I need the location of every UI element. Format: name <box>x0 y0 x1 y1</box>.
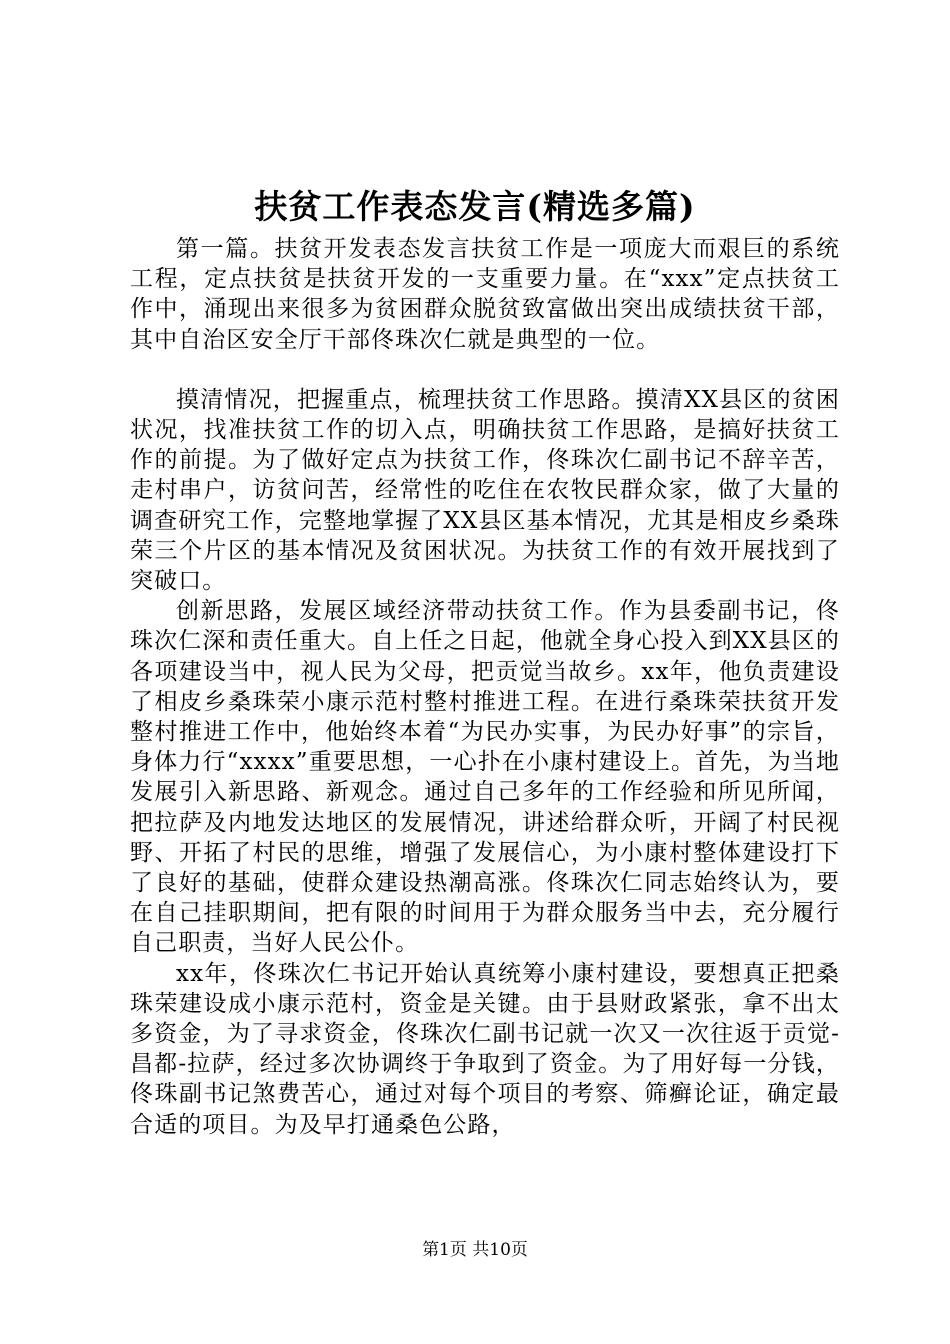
page-number-footer: 第1页 共10页 <box>422 1240 528 1260</box>
document-title: 扶贫工作表态发言(精选多篇) <box>254 187 696 226</box>
paragraph-intro: 第一篇。扶贫开发表态发言扶贫工作是一项庞大而艰巨的系统工程，定点扶贫是扶贫开发的一支重要力量。在“xxx”定点扶贫工作中，涌现出来很多为贫困群众脱贫致富做出突出成绩扶贫干部，其中自治区安全厅干部佟珠次仁就是典型的一位。 <box>130 236 840 353</box>
paragraph-funding: xx年，佟珠次仁书记开始认真统筹小康村建设，要想真正把桑珠荣建设成小康示范村，资金是关键。由于县财政紧张，拿不出太多资金，为了寻求资金，佟珠次仁副书记就一次又一次往返于贡觉-昌都-拉萨，经过多次协调终于争取到了资金。为了用好每一分钱，佟珠副书记煞费苦心，通过对每个项目的考察、筛癣论证，确定最合适的项目。为及早打通桑色公路， <box>130 960 840 1138</box>
document-body <box>130 234 840 1140</box>
paragraph-situation: 摸清情况，把握重点，梳理扶贫工作思路。摸清XX县区的贫困状况，找准扶贫工作的切入点，明确扶贫工作思路，是搞好扶贫工作的前提。为了做好定点为扶贫工作，佟珠次仁副书记不辞辛苦，走村串户，访贫问苦，经常性的吃住在农牧民群众家，做了大量的调查研究工作，完整地掌握了XX县区基本情况，尤其是相皮乡桑珠荣三个片区的基本情况及贫困状况。为扶贫工作的有效开展找到了突破口。 <box>130 386 840 595</box>
paragraph-innovation: 创新思路，发展区域经济带动扶贫工作。作为县委副书记，佟珠次仁深和责任重大。自上任之日起，他就全身心投入到XX县区的各项建设当中，视人民为父母，把贡觉当故乡。xx年，他负责建设了相皮乡桑珠荣小康示范村整村推进工程。在进行桑珠荣扶贫开发整村推进工作中，他始终本着“为民办实事，为民办好事”的宗旨，身体力行“xxxx”重要思想，一心扑在小康村建设上。首先，为当地发展引入新思路、新观念。通过自己多年的工作经验和所见所闻，把拉萨及内地发达地区的发展情况，讲述给群众听，开阔了村民视野、开拓了村民的思维，增强了发展信心，为小康村整体建设打下了良好的基础，使群众建设热潮高涨。佟珠次仁同志始终认为，要在自己挂职期间，把有限的时间用于为群众服务当中去，充分履行自己职责，当好人民公仆。 <box>130 598 840 957</box>
